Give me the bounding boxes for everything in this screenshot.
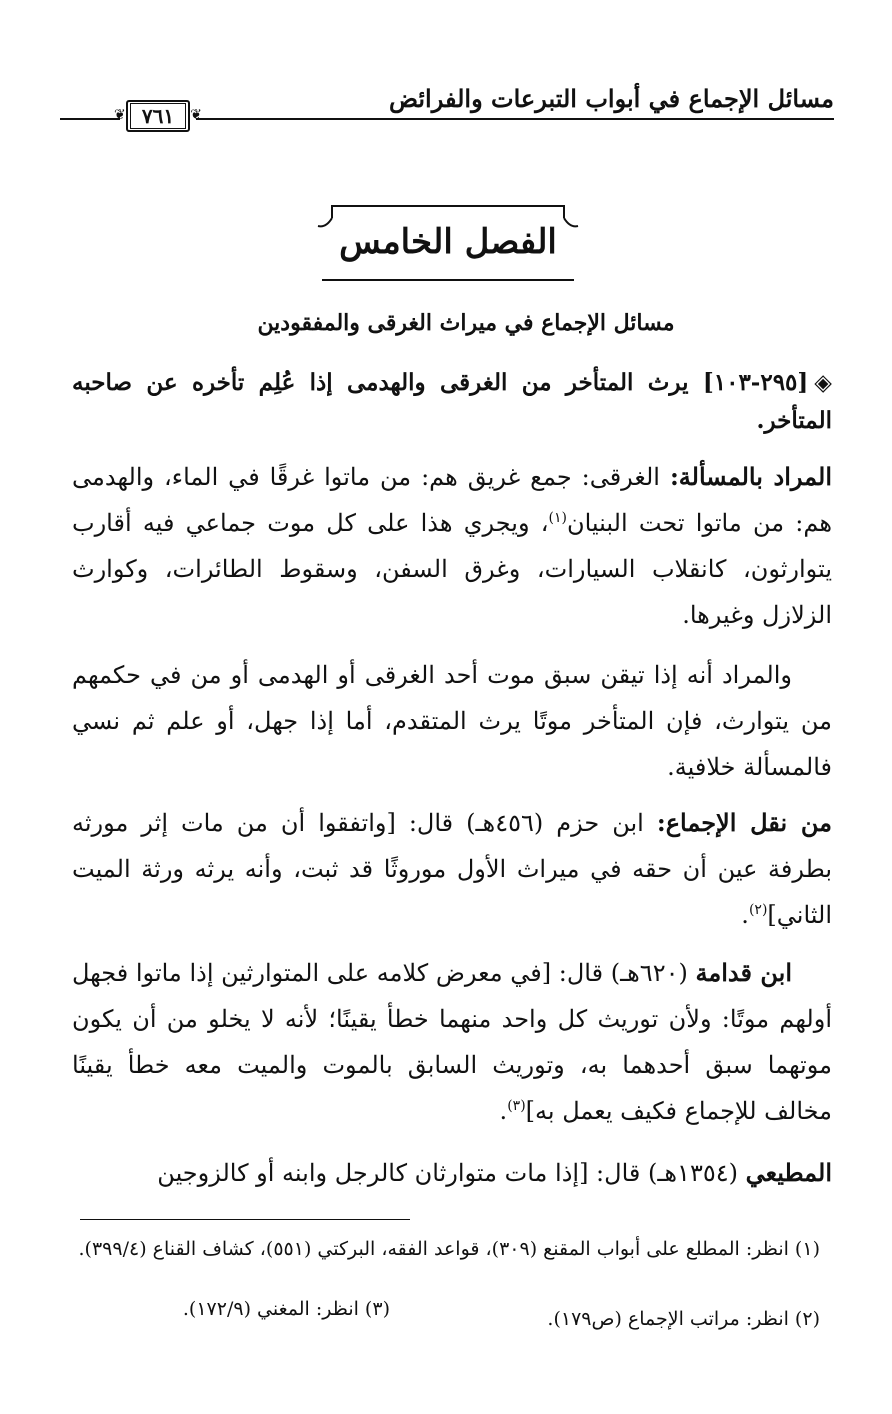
ornament-left-icon: ❦	[114, 107, 126, 123]
diamond-marker-icon: ◈	[814, 370, 832, 396]
ornament-right-icon: ❦	[190, 107, 202, 123]
paragraph-definition	[72, 454, 832, 638]
paragraph-end: .	[499, 1097, 508, 1125]
paragraph-text: ، ويجري هذا على كل موت جماعي فيه أقارب يتوارثون، كانقلاب السيارات، وغرق السفن، وسقوط الطائرات، وكوارث الزلازل وغيرها.	[72, 509, 832, 629]
paragraph-text: والمراد أنه إذا تيقن سبق موت أحد الغرقى أو الهدمى أو من في حكمهم من يتوارث، فإن المتأخر موتًا يرث المتقدم، أما إذا جهل، أو علم ثم نسي فالمسألة خلافية.	[72, 661, 832, 781]
running-header	[60, 78, 834, 138]
paragraph-label: المطيعي	[745, 1158, 832, 1187]
paragraph-text: (٦٢٠هـ) قال: [في معرض كلامه على المتوارثين إذا ماتوا فجهل أولهم موتًا: ولأن توريث كل واحد منهما خطأ يقينًا؛ لأنه لا يخلو من أن يكون موتهما سبق أحدهما به، وتوريث السابق بالموت والميت معه خطأ يقينًا مخالف للإجماع فكيف يعمل به]	[72, 959, 833, 1125]
paragraph-text: (١٣٥٤هـ) قال: [إذا مات متوارثان كالرجل وابنه أو كالزوجين	[157, 1159, 738, 1187]
chapter-heading	[316, 196, 580, 288]
paragraph-label: من نقل الإجماع:	[656, 808, 832, 837]
issue-heading	[72, 364, 832, 440]
footnote-ref-2[interactable]: (٢)	[748, 902, 768, 918]
page-number-badge	[114, 98, 202, 134]
paragraph-label: المراد بالمسألة:	[669, 462, 833, 491]
chapter-title: الفصل الخامس	[339, 222, 557, 262]
footnote-ref-3[interactable]: (٣)	[507, 1098, 526, 1114]
paragraph-label: ابن قدامة	[695, 958, 793, 987]
footnotes-row	[72, 1298, 820, 1342]
footnote-1: (١) انظر: المطلع على أبواب المقنع (٣٠٩)، قواعد الفقه، البركتي (٥٥١)، كشاف القناع (٣٩٩/٤).	[78, 1238, 820, 1260]
footnote-2: (٢) انظر: مراتب الإجماع (ص١٧٩).	[547, 1308, 820, 1330]
paragraph-ibn-qudama	[72, 950, 832, 1134]
paragraph-text: ابن حزم (٤٥٦هـ) قال: [واتفقوا أن من مات إثر مورثه بطرفة عين أن حقه في ميراث الأول موروثًا قد ثبت، وأنه يرثه ورثة الميت الثاني]	[72, 809, 832, 929]
footnote-ref-1[interactable]: (١)	[548, 510, 567, 526]
chapter-subtitle: مسائل الإجماع في ميراث الغرقى والمفقودين	[257, 310, 675, 336]
footnote-rule	[80, 1219, 410, 1220]
paragraph-ibn-hazm	[72, 800, 832, 938]
running-title: مسائل الإجماع في أبواب التبرعات والفرائض	[388, 84, 834, 113]
paragraph-mutiee	[72, 1150, 832, 1196]
paragraph-end: .	[741, 901, 749, 929]
issue-text: [٢٩٥-١٠٣] يرث المتأخر من الغرقى والهدمى إذا عُلِم تأخره عن صاحبه المتأخر.	[72, 369, 832, 434]
paragraph-text: الغرقى: جمع غريق هم: من ماتوا غرقًا في الماء، والهدمى هم: من ماتوا تحت البنيان	[72, 463, 833, 537]
footnote-3: (٣) انظر: المغني (١٧٢/٩).	[182, 1298, 390, 1320]
paragraph-meaning	[72, 652, 832, 790]
page-number: ٧٦١	[141, 104, 175, 128]
